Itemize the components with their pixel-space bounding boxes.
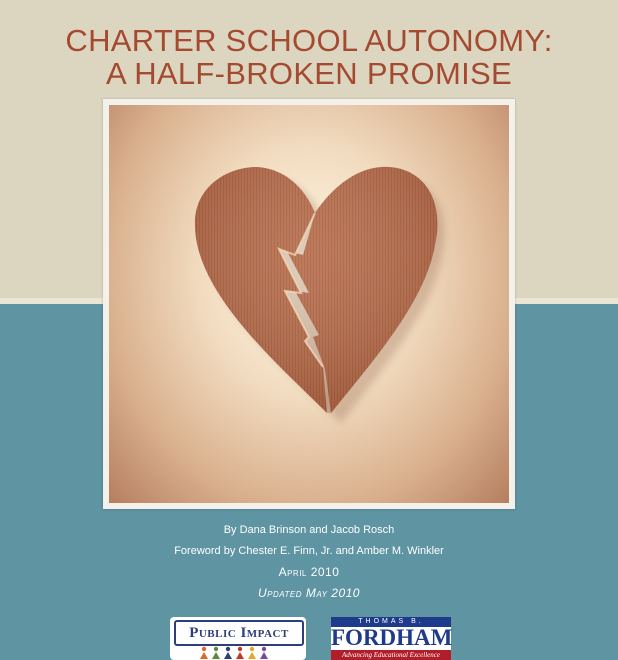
- fordham-tagline: Advancing Educational Excellence: [331, 650, 451, 660]
- people-icon: [198, 646, 278, 660]
- cover-photo-frame: [103, 99, 515, 509]
- date-line: April 2010: [278, 565, 340, 579]
- fordham-top-line: THOMAS B.: [331, 617, 451, 627]
- fordham-logo: [331, 617, 451, 660]
- updated-line: Updated May 2010: [258, 586, 360, 600]
- page-title: [0, 24, 618, 90]
- fordham-wordmark: FORDHAM: [331, 625, 453, 650]
- public-impact-wordmark: Public Impact: [174, 620, 304, 646]
- broken-heart-icon: [109, 105, 509, 503]
- title-line-2: A HALF-BROKEN PROMISE: [106, 56, 512, 91]
- cover-photo: [109, 105, 509, 503]
- authors-line: By Dana Brinson and Jacob Rosch: [223, 524, 395, 536]
- foreword-line: Foreword by Chester E. Finn, Jr. and Amber M. Winkler: [174, 545, 444, 557]
- public-impact-logo: [170, 617, 306, 660]
- credits-block: [0, 520, 618, 604]
- title-line-1: CHARTER SCHOOL AUTONOMY:: [65, 23, 553, 58]
